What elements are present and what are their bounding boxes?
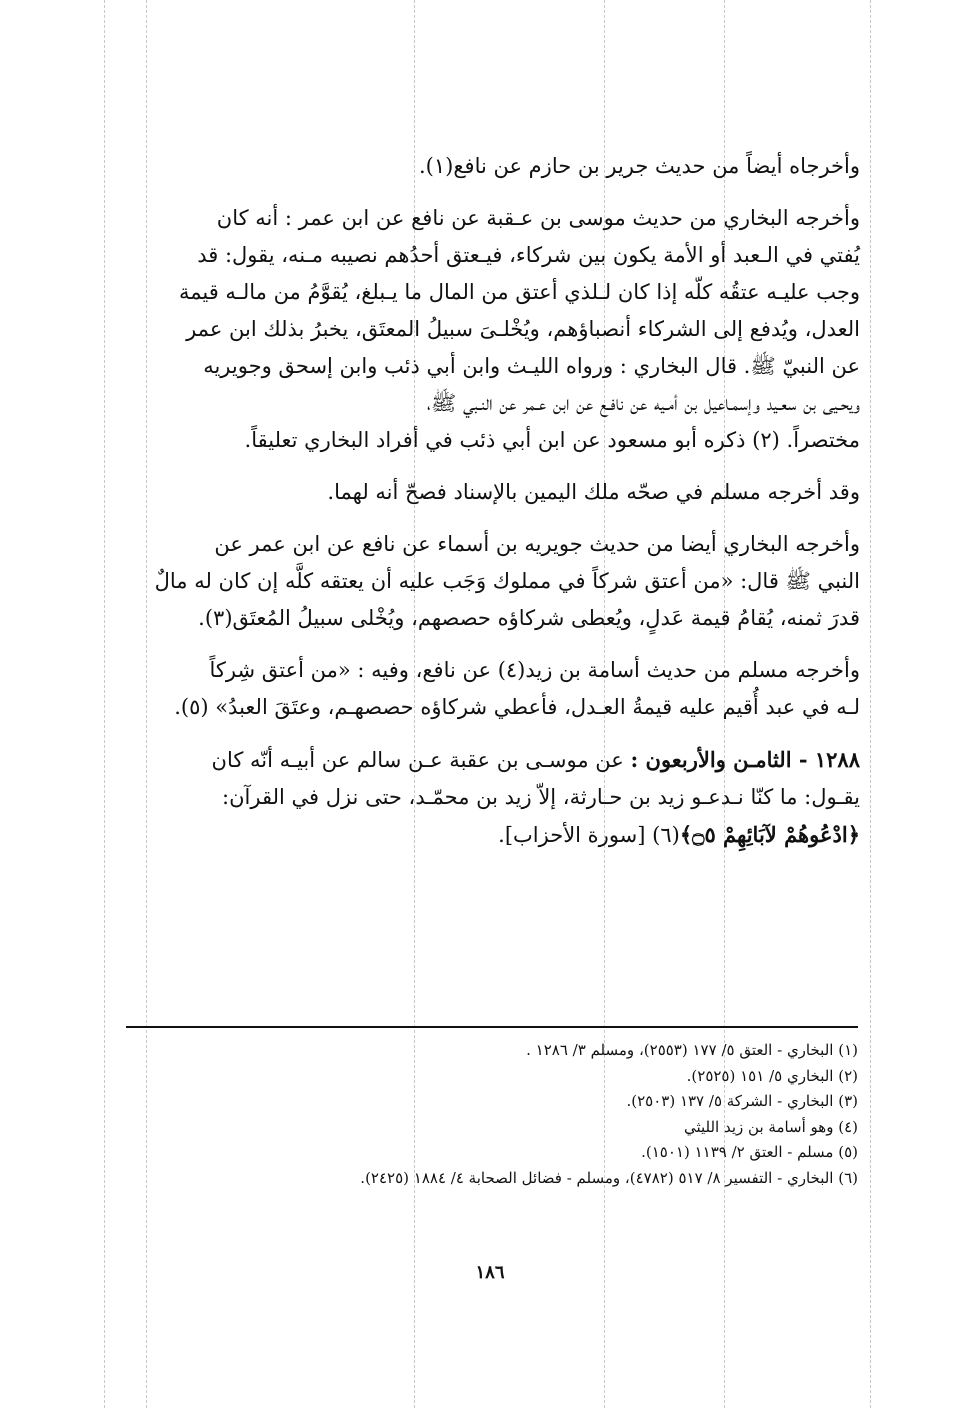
text-line xyxy=(100,741,860,779)
text-line: وأخرجه البخاري أيضا من حديث جويريه بن أسماء عن نافع عن ابن عمر عن xyxy=(214,532,860,556)
text-line: عن النبيّ ﷺ. قال البخاري : ورواه الليـث وابن أبي ذئب وابن إسحق وجويريه xyxy=(203,354,860,378)
guide-line xyxy=(870,0,871,1408)
paragraph xyxy=(100,200,860,459)
footnote: (٦) البخاري - التفسير ٨/ ٥١٧ (٤٧٨٢)، ومسلم - فضائل الصحابة ٤/ ١٨٨٤ (٢٤٢٥). xyxy=(360,1168,858,1187)
paragraph xyxy=(100,148,860,185)
verse-reference: (٦) [سورة الأحزاب]. xyxy=(498,823,680,847)
hadith-item xyxy=(100,741,860,854)
footnote: (٢) البخاري ٥/ ١٥١ (٢٥٢٥). xyxy=(686,1066,858,1085)
quran-verse: ﴿ادْعُوهُمْ لآبَائِهِمْ ۝٥﴾ xyxy=(679,822,860,847)
footnote: (١) البخاري - العتق ٥/ ١٧٧ (٢٥٥٣)، ومسلم ٣/ ١٢٨٦ . xyxy=(526,1041,858,1059)
text-line: قدرَ ثمنه، يُقامُ قيمة عَدلٍ، ويُعطى شركاؤه حصصهم، ويُخْلى سبيلُ المُعتَق(٣). xyxy=(198,606,860,630)
text-line: مختصراً. (٢) ذكره أبو مسعود عن ابن أبي ذئب في أفراد البخاري تعليقاً. xyxy=(244,428,860,452)
footnote: (٥) مسلم - العتق ٢/ ١١٣٩ (١٥٠١). xyxy=(641,1143,858,1161)
text-line: يُفتي في الـعبد أو الأمة يكون بين شركاء، فيـعتق أحدُهم نصيبه مـنه، يقول: قد xyxy=(197,243,860,267)
footnote-separator xyxy=(126,1026,858,1028)
page-body xyxy=(100,148,860,869)
footnote: (٣) البخاري - الشركة ٥/ ١٣٧ (٢٥٠٣). xyxy=(626,1092,858,1110)
text-line: النبي ﷺ قال: «من أعتق شركاً في مملوك وَجَب عليه أن يعتقه كلَّه إن كان له مالٌ xyxy=(154,569,860,593)
text-line: ويحـيى بن سعـيد وإسمـاعيل بن أمـيه عن نافـع عن ابن عـمر عن النـبي ﷺ، xyxy=(426,391,860,415)
paragraph xyxy=(100,526,860,637)
text-line: يقـول: ما كنّا نـدعـو زيد بن حـارثة، إلاّ زيد بن محمّـد، حتى نزل في القرآن: xyxy=(222,785,860,809)
item-number-title: ١٢٨٨ - الثامـن والأربعون : xyxy=(630,747,860,772)
page-number: ١٨٦ xyxy=(475,1262,505,1283)
text-line: وجب عليـه عتقُه كلّه إذا كان لـلذي أعتق من المال ما يـبلغ، يُقوَّمُ من مالـه قيمة xyxy=(178,280,860,304)
footnote: (٤) وهو أسامة بن زيد الليثي xyxy=(683,1117,858,1136)
text-line: العدل، ويُدفع إلى الشركاء أنصباؤهم، ويُخْلـىَ سبيلُ المعتَق، يخبرُ بذلك ابن عمر xyxy=(186,317,860,341)
text-line xyxy=(100,816,860,854)
paragraph xyxy=(100,474,860,511)
text-line: وأخرجه مسلم من حديث أسامة بن زيد(٤) عن نافع، وفيه : «من أعتق شِركاً xyxy=(209,658,860,682)
text-line: وقد أخرجه مسلم في صحّه ملك اليمين بالإسناد فصحّ أنه لهما. xyxy=(327,480,860,504)
text-line: وأخرجه البخاري من حديث موسى بن عـقبة عن نافع عن ابن عمر : أنه كان xyxy=(216,206,860,230)
text-line: لـه في عبد أُقيم عليه قيمةُ العـدل، فأعطي شركاؤه حصصهـم، وعتَقَ العبدُ» (٥). xyxy=(174,695,860,719)
item-text: عن موسـى بن عقبة عـن سالم عن أبيـه أنّه كان xyxy=(211,748,624,772)
footnotes xyxy=(126,1038,858,1191)
text-line: وأخرجاه أيضاً من حديث جرير بن حازم عن نافع(١). xyxy=(419,154,860,178)
paragraph xyxy=(100,652,860,726)
